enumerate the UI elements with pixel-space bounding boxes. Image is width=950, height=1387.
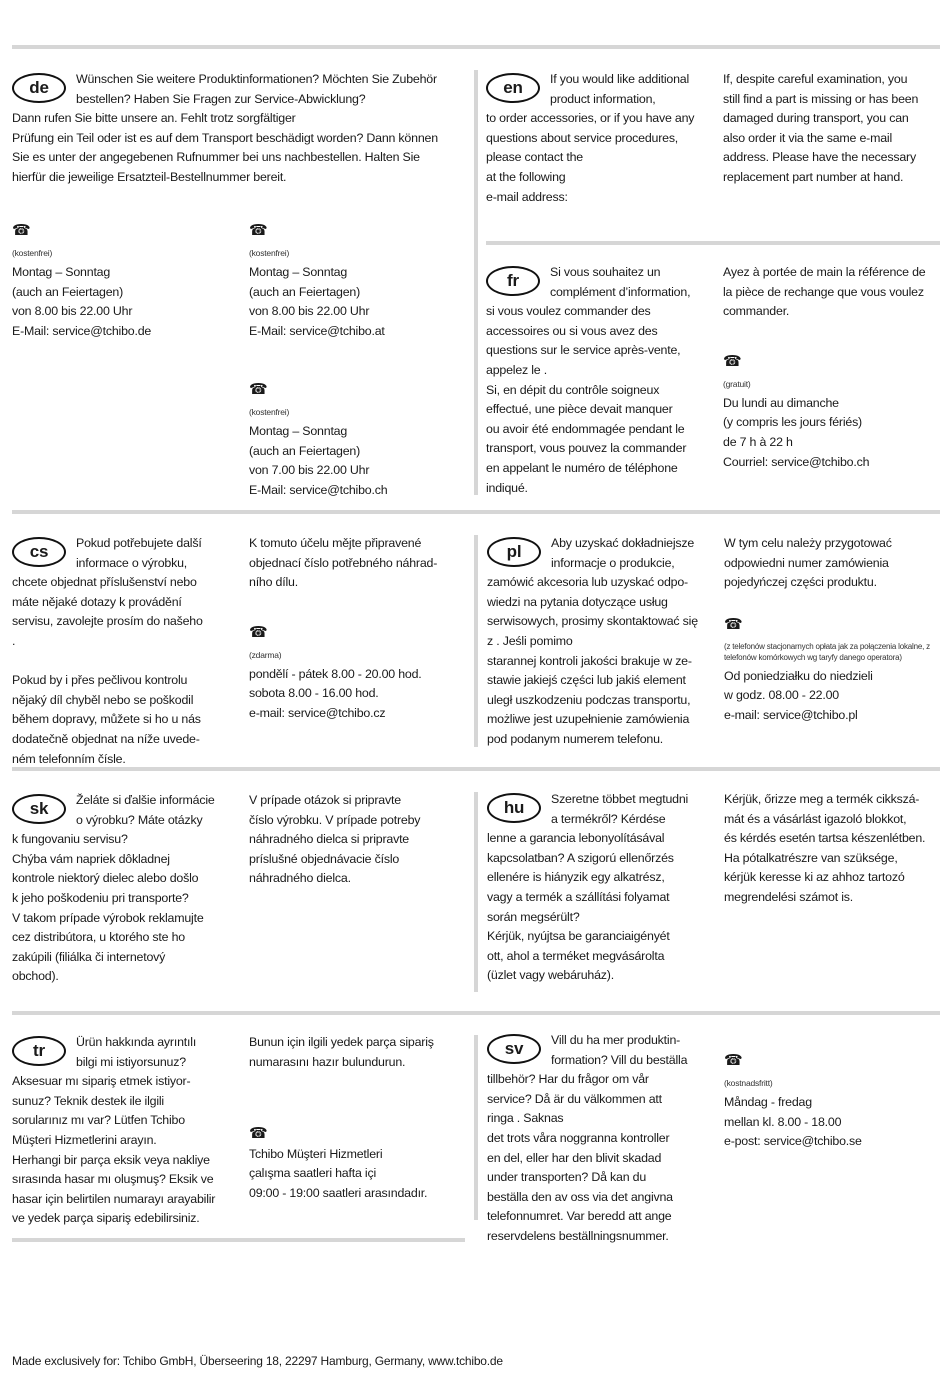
rule-row2: [12, 510, 940, 514]
sv-section: [487, 1031, 715, 1247]
tr-hours: Tchibo Müşteri Hizmetleri çalışma saatleri hafta içi 09:00 - 19:00 saatleri arasındadır.: [249, 1146, 428, 1200]
sv-col2: [724, 1043, 942, 1152]
pl-hours: Od poniedziałku do niedzieli w godz. 08.00 - 22.00 e-mail: service@tchibo.pl: [724, 668, 873, 722]
fr-intro-a: Si vous souhaitez un complément d’information,: [550, 265, 691, 299]
de-contact-de: [12, 213, 237, 341]
sv-hours: Måndag - fredag mellan kl. 8.00 - 18.00 e-post: service@tchibo.se: [724, 1095, 862, 1149]
tr-intro-a: Ürün hakkında ayrıntılı bilgi mi istiyorsunuz?: [76, 1035, 197, 1069]
fr-col2: [723, 263, 943, 472]
lang-badge-cs: cs: [12, 537, 66, 567]
hu-intro-a: Szeretne többet megtudni a termékről? Kérdése: [551, 792, 689, 826]
rule-bottom: [12, 1238, 465, 1242]
divider-row1: [474, 70, 478, 495]
pl-intro-a: Aby uzyskać dokładniejsze informacje o produkcie,: [551, 536, 695, 570]
lang-badge-fr: fr: [486, 266, 540, 296]
tr-text: Bunun için ilgili yedek parça sipariş numarasını hazır bulundurun.: [249, 1035, 434, 1069]
fr-hours: Du lundi au dimanche (y compris les jours fériés) de 7 h à 22 h Courriel: service@tchibo.ch: [723, 395, 870, 469]
en-text: If, despite careful examination, you still find a part is missing or has been damaged during transport, you can also order it via the same e-mail address. Please have the necessary replacement part number at hand.: [723, 72, 919, 184]
sk-intro-a: Želáte si ďalšie informácie o výrobku? Máte otázky: [76, 793, 215, 827]
tr-intro-b: Aksesuar mı sipariş etmek istiyor- sunuz? Teknik destek ile ilgili sorularınız mı var? Lütfen Tchibo Müşteri Hizmetlerini arayın. Herhangi bir parça eksik veya nakliye sırasında hasar mı oluşmuş? Eksik ve hasar için belirtilen numarayı arayabilir ve yedek parça sipariş edebilirsiniz.: [12, 1074, 216, 1226]
cs-intro-b: chcete objednat příslušenství nebo máte nějaké dotazy k provádění servisu, zavolejte prosím do našeho . Pokud by i přes pečlivou kontrolu nějaký díl chyběl nebo se poškodil během dopravy, můžete si ho u nás dodatečně objednat na níže uvede- ném telefonním čísle.: [12, 575, 203, 766]
phone-icon: ☎: [724, 615, 743, 633]
footer-imprint: Made exclusively for: Tchibo GmbH, Überseering 18, 22297 Hamburg, Germany, www.tchibo.de: [12, 1354, 503, 1368]
de-intro-b: Dann rufen Sie bitte unsere an. Fehlt trotz sorgfältiger Prüfung ein Teil oder ist es auf dem Transport beschädigt worden? Dann können Sie es unter der angegebenen Rufnummer bei uns nachbestellen. Halten Sie hierfür die jeweilige Ersatzteil-Bestellnummer bereit.: [12, 111, 438, 184]
pl-text: W tym celu należy przygotować odpowiedni numer zamówienia pojedyńczej części produktu.: [724, 536, 892, 590]
de-note: (kostenfrei): [12, 248, 53, 258]
hu-text: Kérjük, őrizze meg a termék cikkszá- mát és a vásárlást igazoló blokkot, és kérdés esetén tartsa készenlétben. Ha pótalkatrészre van szüksége, kérjük keresse ki az ahhoz tartozó megrendelési számot is.: [724, 792, 926, 904]
cs-col2: [249, 534, 474, 724]
at-note: (kostenfrei): [249, 248, 290, 258]
pl-section: [487, 534, 715, 750]
de-hours: Montag – Sonntag (auch an Feiertagen) von 8.00 bis 22.00 Uhr E-Mail: service@tchibo.de: [12, 265, 152, 338]
cs-section: [12, 534, 237, 769]
de-contact-ch: [249, 372, 474, 500]
cs-note: (zdarma): [249, 649, 282, 660]
cs-hours: pondělí - pátek 8.00 - 20.00 hod. sobota 8.00 - 16.00 hod. e-mail: service@tchibo.cz: [249, 666, 422, 720]
phone-icon: ☎: [249, 623, 268, 641]
sv-intro-a: Vill du ha mer produktin- formation? Vill du beställa: [551, 1033, 688, 1067]
ch-hours: Montag – Sonntag (auch an Feiertagen) von 7.00 bis 22.00 Uhr E-Mail: service@tchibo.ch: [249, 424, 388, 497]
en-col2: [723, 70, 943, 188]
sk-col2: [249, 791, 474, 889]
phone-icon: ☎: [12, 222, 31, 239]
lang-badge-sk: sk: [12, 794, 66, 824]
lang-badge-en: en: [486, 73, 540, 103]
en-intro-a: If you would like additional product information,: [550, 72, 690, 106]
cs-text: K tomuto účelu mějte připravené objednací číslo potřebného náhrad- ního dílu.: [249, 536, 438, 590]
rule-row4: [12, 1011, 940, 1015]
divider-row4: [474, 1035, 478, 1220]
phone-icon: ☎: [249, 381, 268, 398]
phone-icon: ☎: [249, 1125, 268, 1143]
hu-section: [487, 790, 715, 986]
top-rule: [12, 45, 940, 49]
lang-badge-pl: pl: [487, 537, 541, 567]
phone-icon: ☎: [249, 222, 268, 239]
divider-row3: [474, 792, 478, 992]
sk-section: [12, 791, 237, 987]
de-intro-a: Wünschen Sie weitere Produktinformationen? Möchten Sie Zubehör bestellen? Haben Sie Fragen zur Service-Abwicklung?: [76, 72, 437, 106]
lang-badge-hu: hu: [487, 793, 541, 823]
lang-badge-de: de: [12, 73, 66, 103]
lang-badge-sv: sv: [487, 1034, 541, 1064]
sv-note: (kostnadsfritt): [724, 1078, 773, 1088]
phone-icon: ☎: [724, 1052, 743, 1069]
phone-icon: ☎: [723, 352, 742, 370]
sk-intro-b: k fungovaniu servisu? Chýba vám napriek dôkladnej kontrole niektorý dielec alebo došlo k jeho poškodeniu pri transporte? V takom prípade výrobok reklamujte cez distribútora, u ktorého ste ho zakúpili (filiálka či internetový obchod).: [12, 832, 204, 984]
pl-note: (z telefonów stacjonarnych opłata jak za połączenia lokalne, z telefonów komórkowych wg taryfy danego operatora): [724, 641, 930, 662]
rule-en-fr: [486, 241, 940, 245]
cs-intro-a: Pokud potřebujete další informace o výrobku,: [76, 536, 202, 570]
sv-intro-b: tillbehör? Har du frågor om vår service? Då är du välkommen att ringa . Saknas det trots våra noggranna kontroller en del, eller har den blivit skadad under transporten? Då kan du beställa den av oss via det angivna telefonnumret. Var beredd att ange reservdelens beställningsnummer.: [487, 1072, 673, 1243]
fr-note: (gratuit): [723, 378, 751, 389]
tr-section: [12, 1033, 237, 1229]
en-section: [486, 70, 714, 207]
at-hours: Montag – Sonntag (auch an Feiertagen) von 8.00 bis 22.00 Uhr E-Mail: service@tchibo.at: [249, 265, 385, 338]
hu-col2: [724, 790, 944, 908]
tr-col2: [249, 1033, 474, 1204]
en-intro-b: to order accessories, or if you have any questions about service procedures, please contact the at the following e-mail address:: [486, 111, 695, 204]
fr-intro-b: si vous voulez commander des accessoires ou si vous avez des questions sur le service après-vente, appelez le . Si, en dépit du contrôle soigneux effectué, une pièce devait manquer ou avoir été endommagée pendant le transport, vous pouvez la commander en appelant le numéro de téléphone indiqué.: [486, 304, 687, 495]
pl-intro-b: zamówić akcesoria lub uzyskać odpo- wiedzi na pytania dotyczące usług serwisowych, prosimy skontaktować się z . Jeśli pomimo starannej kontroli jakości brakuje w ze- stawie jakiejś części lub jakiś element uległ uszkodzeniu podczas transportu, możliwe jest uzupełnienie zamówienia pod podanym numerem telefonu.: [487, 575, 698, 746]
sk-text: V prípade otázok si pripravte číslo výrobku. V prípade potreby náhradného dielca si pripravte príslušné objednávacie číslo náhradného dielca.: [249, 793, 421, 886]
de-contact-at: [249, 213, 474, 341]
fr-text: Ayez à portée de main la référence de la pièce de rechange que vous voulez commander.: [723, 265, 926, 319]
lang-badge-tr: tr: [12, 1036, 66, 1066]
hu-intro-b: lenne a garancia lebonyolításával kapcsolatban? A szigorú ellenőrzés ellenére is hiányzik egy alkatrész, vagy a termék a szállítási folyamat során megsérült? Kérjük, nyújtsa be garanciaigényét ott, ahol a terméket megvásárolta (üzlet vagy webáruház).: [487, 831, 674, 983]
ch-note: (kostenfrei): [249, 407, 290, 417]
fr-section: [486, 263, 714, 498]
de-section: [12, 70, 468, 188]
divider-row2: [474, 535, 478, 747]
pl-col2: [724, 534, 942, 726]
